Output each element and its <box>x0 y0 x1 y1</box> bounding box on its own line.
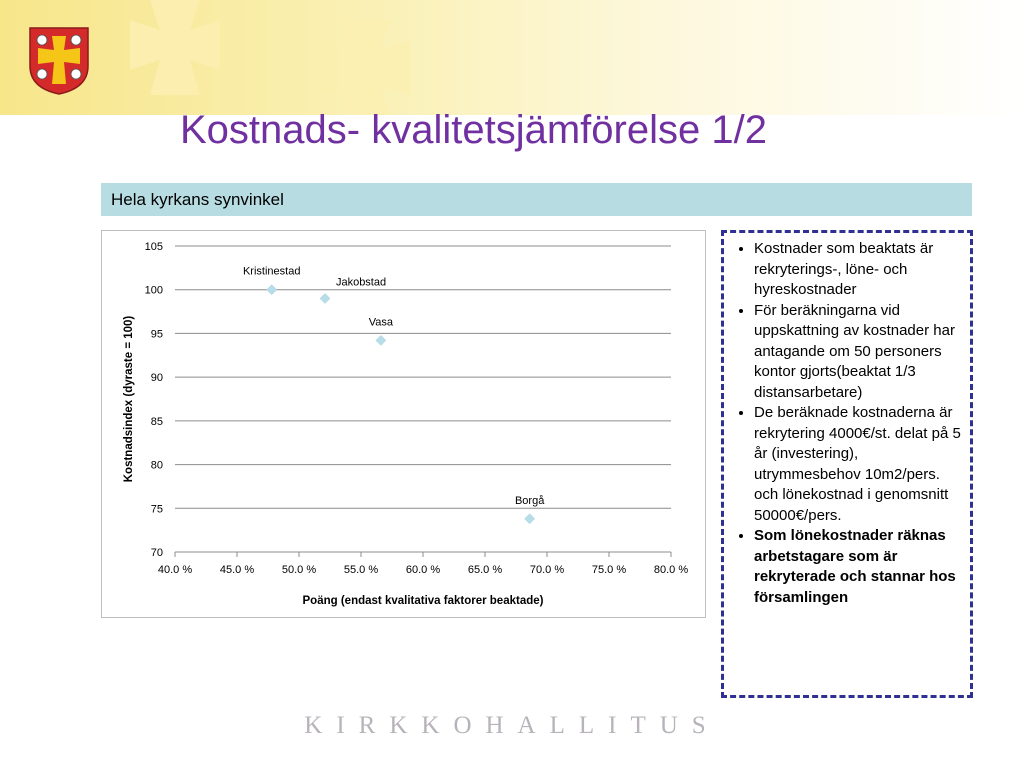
notes-box <box>721 230 973 698</box>
y-tick-label: 100 <box>144 284 163 297</box>
subtitle-bar: Hela kyrkans synvinkel <box>101 183 972 216</box>
cross-pattern-icon <box>90 0 490 115</box>
x-tick-label: 50.0 % <box>281 564 317 576</box>
y-tick-label: 95 <box>150 328 163 341</box>
x-tick-label: 40.0 % <box>157 564 193 576</box>
x-tick-label: 65.0 % <box>467 564 503 576</box>
data-label: Borgå <box>514 494 545 507</box>
note-item: • Som lönekostnader räknas arbetstagare som är rekryterade och stannar hos församlingen <box>754 526 966 608</box>
y-tick-label: 70 <box>150 547 163 559</box>
x-axis-title: Poäng (endast kvalitativa faktorer beaktade) <box>302 595 544 607</box>
notes-list <box>732 239 966 608</box>
note-item: • De beräknade kostnaderna är rekrytering 4000€/st. delat på 5 år (investering), utrymmesbehov 10m2/pers. och lönekostnad i genomsnitt 50000€/pers. <box>754 403 966 526</box>
data-point <box>525 514 535 524</box>
x-tick-label: 45.0 % <box>219 564 255 576</box>
footer-wordmark: KIRKKOHALLITUS <box>304 712 720 739</box>
data-point <box>267 285 277 295</box>
y-tick-label: 105 <box>144 241 163 253</box>
y-axis-title: Kostnadsindex (dyraste = 100) <box>123 315 135 483</box>
y-tick-label: 75 <box>150 503 163 516</box>
scatter-chart <box>102 231 707 619</box>
church-crest-icon <box>28 26 90 96</box>
y-tick-label: 85 <box>150 415 163 428</box>
note-item: • För beräkningarna vid uppskattning av kostnader har antagande om 50 personers kontor gjorts(beaktat 1/3 distansarbetare) <box>754 301 966 404</box>
data-label: Vasa <box>368 316 393 329</box>
note-item: • Kostnader som beaktats är rekryterings-, löne- och hyreskostnader <box>754 239 966 301</box>
x-tick-label: 60.0 % <box>405 564 441 576</box>
data-label: Kristinestad <box>242 265 301 278</box>
x-tick-label: 70.0 % <box>529 564 565 576</box>
page-title: Kostnads- kvalitetsjämförelse 1/2 <box>180 108 767 152</box>
data-point <box>320 293 330 303</box>
data-label: Jakobstad <box>335 276 387 289</box>
header-band <box>0 0 1024 115</box>
y-tick-label: 90 <box>150 372 163 385</box>
x-tick-label: 55.0 % <box>343 564 379 576</box>
x-tick-label: 75.0 % <box>591 564 627 576</box>
chart-container <box>101 230 706 618</box>
y-tick-label: 80 <box>150 459 163 472</box>
data-point <box>376 335 386 345</box>
x-tick-label: 80.0 % <box>653 564 689 576</box>
